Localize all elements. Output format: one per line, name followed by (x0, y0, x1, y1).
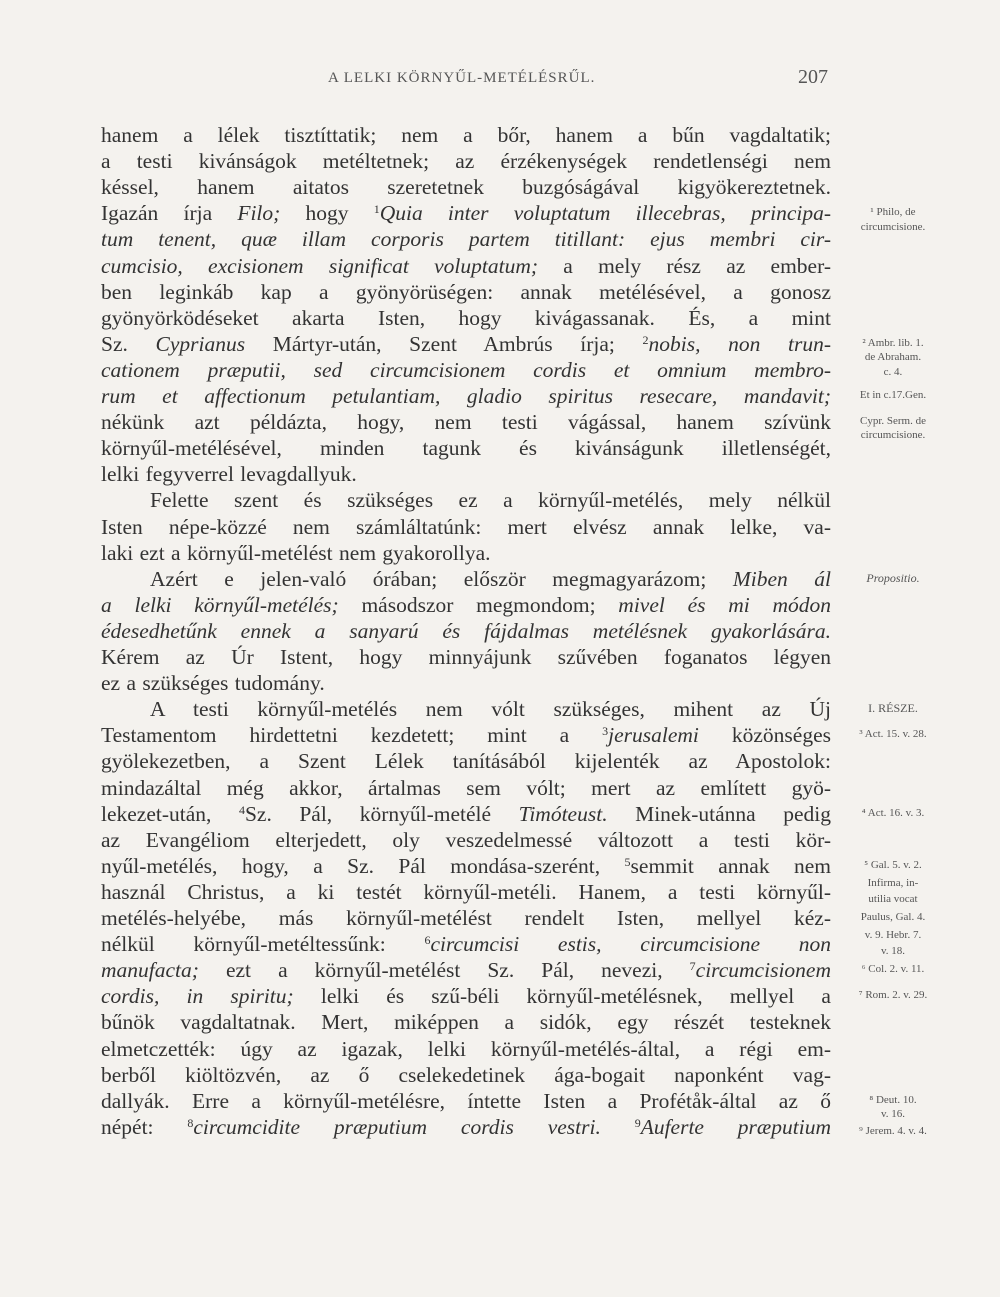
text-segment: Igazán írja (101, 201, 238, 226)
italic-text: jerusalemi (608, 723, 699, 748)
text-segment: hanem a lélek tisztíttatik; nem a bőr, hanem a bűn vagdaltatik; (101, 123, 831, 147)
text-segment: nyűl-metélés, hogy, a Sz. Pál mondása-szerént, (101, 853, 625, 878)
text-line (150, 566, 831, 592)
margin-note-text: Infirma, in- (867, 877, 919, 890)
margin-note-text: ⁴ Act. 16. v. 3. (861, 806, 925, 819)
text-segment: Felette szent és szükséges ez a környűl-metélés, mely nélkül (150, 488, 831, 513)
text-segment: a mely rész az ember- (538, 253, 831, 278)
text-segment: ben leginkáb kap a gyönyörüségen: annak metélésével, a gonosz (101, 279, 831, 304)
margin-note (838, 366, 948, 379)
text-segment: nélkül környűl-metéltessűnk: (101, 932, 425, 957)
page-number: 207 (798, 66, 828, 88)
margin-note (838, 963, 948, 976)
text-segment: lekezet-után, (101, 801, 239, 826)
margin-note-text: Propositio. (866, 570, 920, 585)
text-line (101, 279, 831, 305)
text-line (101, 801, 831, 827)
margin-note-text: circumcisione. (860, 429, 926, 442)
italic-text: Filo; (237, 201, 281, 226)
text-line (101, 514, 831, 540)
italic-text: Quia inter voluptatum illecebras, principa- (379, 201, 832, 226)
margin-note-text: Cypr. Serm. de (860, 415, 926, 428)
italic-text: cationem præputii, sed circumcisionem cordis et omnium membro- (101, 357, 831, 382)
text-line (101, 305, 831, 331)
text-segment: metélés-helyébe, más környűl-metélést rendelt Isten, mellyel kéz- (101, 906, 831, 930)
text-segment: lelki fegyverrel levagdallyuk. (101, 462, 357, 487)
margin-note (838, 429, 948, 442)
italic-text: cordis, in spiritu; (101, 984, 294, 1009)
text-line (101, 983, 831, 1009)
margin-note-text: ³ Act. 15. v. 28. (859, 728, 927, 741)
text-segment: Kérem az Úr Istent, hogy minnyájunk szűvében foganatos légyen (101, 645, 831, 669)
italic-text: Auferte præputium (640, 1114, 831, 1139)
text-segment: gyölekezetben, a Szent Lélek tanításából kijelenték az Apostolok: (101, 749, 831, 774)
text-segment: Mártyr-után, Szent Ambrús írja; (245, 331, 643, 356)
footnote-marker: 6 (424, 933, 431, 948)
text-segment: közönséges (698, 723, 831, 748)
margin-note-text: Paulus, Gal. 4. (860, 911, 926, 923)
margin-note (838, 929, 948, 942)
margin-note-text: v. 18. (880, 944, 906, 957)
text-segment: másodszor megmondom; (338, 592, 619, 617)
text-segment: használ Christus, a ki testét környűl-metéli. Hanem, a testi környűl- (101, 879, 831, 904)
margin-note (838, 337, 948, 350)
margin-note-text: ¹ Philo, de (870, 206, 916, 219)
italic-text: mivel és mi módon (618, 592, 831, 617)
text-segment: gyönyörködéseket akarta Isten, hogy kivágassanak. És, a mint (101, 305, 831, 330)
margin-note (838, 989, 948, 1002)
text-segment: ez a szükséges tudomány. (101, 671, 325, 696)
text-segment: környűl-metélésével, minden tagunk és kivánságunk illetlenségét, (101, 436, 831, 461)
margin-note (838, 945, 948, 958)
text-segment: népét: (101, 1114, 188, 1139)
text-line (101, 618, 831, 644)
text-segment: Minek-utánna pedig (607, 801, 831, 826)
text-line (101, 592, 831, 618)
margin-note (838, 351, 948, 364)
footnote-marker: 4 (238, 802, 245, 817)
text-segment: nékünk azt példázta, hogy, nem testi vágással, hanem szívünk (101, 410, 831, 435)
italic-text: circumcidite præputium cordis vestri. (193, 1114, 601, 1139)
margin-note (838, 877, 948, 890)
margin-note-text: Et in c.17.Gen. (859, 389, 927, 401)
italic-text: cumcisio, excisionem significat voluptatum; (101, 253, 539, 278)
text-line (101, 748, 831, 774)
text-segment: hogy (280, 201, 374, 226)
text-line (101, 905, 831, 931)
italic-text: circumcisi estis, circumcisione non (430, 932, 831, 957)
margin-note (838, 893, 948, 906)
margin-note (838, 221, 948, 234)
footnote-marker: 2 (642, 332, 649, 347)
margin-note-text: ⁸ Deut. 10. (869, 1093, 917, 1106)
text-segment: Sz. (101, 331, 156, 356)
margin-note (838, 415, 948, 428)
text-segment: bűnök vagdaltatnak. Mert, miképpen a sidók, egy részét testeknek (101, 1010, 831, 1035)
text-line (101, 200, 831, 226)
margin-note-text: ⁷ Rom. 2. v. 29. (858, 989, 928, 1002)
text-segment: A testi környűl-metélés nem vólt szükséges, mihent az Új (150, 697, 831, 722)
margin-note-text: de Abraham. (864, 351, 922, 364)
margin-note-text: ⁶ Col. 2. v. 11. (861, 963, 925, 976)
italic-text: circumcisionem (695, 958, 831, 983)
margin-note-text: v. 16. (880, 1108, 906, 1121)
margin-note-text: ² Ambr. lib. 1. (862, 336, 924, 349)
text-line (101, 1114, 831, 1140)
italic-text: rum et affectionum petulantiam, gladio spiritus resecare, mandavit; (101, 384, 831, 408)
margin-note (838, 1094, 948, 1107)
italic-text: manufacta; (101, 958, 199, 983)
text-line (101, 931, 831, 957)
text-segment: a testi kivánságok metéltetnek; az érzékenységek rendetlenségi nem (101, 149, 831, 174)
text-line (101, 644, 831, 670)
text-line (101, 853, 831, 879)
margin-note-text: utilia vocat (868, 892, 918, 905)
text-segment: ezt a környűl-metélést Sz. Pál, nevezi, (198, 958, 690, 983)
italic-text: édesedhetűnk ennek a sanyarú és fájdalmas metélésnek gyakorlására. (101, 618, 831, 643)
margin-note (838, 859, 948, 872)
text-line (101, 540, 831, 566)
text-segment: Azért e jelen-való órában; először megmagyarázom; (150, 566, 733, 591)
italic-text: nobis, non trun- (648, 331, 831, 356)
margin-note (838, 1125, 948, 1138)
margin-note-text: c. 4. (883, 365, 903, 378)
text-segment: elmetczették: úgy az igazak, lelki környűl-metélés-által, a régi em- (101, 1036, 831, 1061)
text-line (101, 1036, 831, 1062)
text-line (101, 357, 831, 383)
margin-note-text: circumcisione. (860, 220, 926, 233)
text-line (101, 148, 831, 174)
text-line (101, 435, 831, 461)
text-line (101, 122, 831, 148)
text-line (101, 879, 831, 905)
text-segment: Testamentom hirdettetni kezdetett; mint a (101, 723, 603, 748)
text-segment: laki ezt a környűl-metélést nem gyakorollya. (101, 540, 491, 565)
text-line (101, 957, 831, 983)
italic-text: Timóteust. (518, 801, 608, 826)
italic-text: Cyprianus (155, 331, 246, 356)
margin-note (838, 807, 948, 820)
italic-text: Miben ál (732, 566, 831, 591)
margin-note (838, 911, 948, 924)
margin-note-text: I. RÉSZE. (868, 701, 918, 716)
text-line (101, 1062, 831, 1088)
italic-text: tum tenent, quæ illam corporis partem titillant: ejus membri cir- (101, 227, 831, 252)
footnote-marker: 3 (602, 724, 609, 739)
text-line (101, 722, 831, 748)
text-line (101, 383, 831, 409)
text-line (101, 331, 831, 357)
text-segment: lelki és szű-béli környűl-metélésnek, mellyel a (293, 984, 831, 1009)
margin-note (838, 389, 948, 402)
text-line (101, 174, 831, 200)
text-line (150, 487, 831, 513)
text-line (101, 1009, 831, 1035)
header-title: A LELKI KÖRNYŰL-METÉLÉSRŰL. (328, 70, 596, 86)
text-line (101, 670, 831, 696)
margin-note (838, 728, 948, 741)
text-line (101, 461, 831, 487)
footnote-marker: 1 (373, 202, 380, 217)
text-line (101, 409, 831, 435)
margin-section-label (838, 572, 948, 585)
footnote-marker: 5 (624, 854, 631, 869)
margin-note-text: ⁵ Gal. 5. v. 2. (864, 858, 922, 871)
text-line (150, 696, 831, 722)
italic-text: a lelki környűl-metélés; (101, 592, 339, 617)
margin-note (838, 206, 948, 219)
text-segment: mindazáltal még akkor, ártalmas sem vólt; mert az említett gyö- (101, 775, 831, 800)
margin-note-text: ⁹ Jerem. 4. v. 4. (859, 1125, 927, 1138)
text-line (101, 827, 831, 853)
text-line (101, 1088, 831, 1114)
text-line (101, 775, 831, 801)
margin-note (838, 1108, 948, 1121)
text-segment: késsel, hanem aitatos szeretetnek buzgóságával kigyökereztetnek. (101, 175, 831, 200)
text-segment: Isten népe-közzé nem számláltatúnk: mert elvész annak lelke, va- (101, 514, 831, 539)
text-segment: az Evangéliom elterjedett, oly veszedelmessé változott a testi kör- (101, 827, 831, 852)
text-segment: berből kiöltözvén, az ő cselekedetinek ága-bogait naponként vag- (101, 1062, 831, 1087)
text-segment (601, 1115, 635, 1139)
text-segment: Sz. Pál, környűl-metélé (244, 801, 519, 826)
text-line (101, 226, 831, 252)
text-segment: semmit annak nem (630, 853, 832, 878)
text-segment: dallyák. Erre a környűl-metélésre, íntette Isten a Profétåk-által az ő (101, 1088, 831, 1113)
footnote-marker: 7 (689, 959, 696, 974)
margin-section-label (838, 702, 948, 715)
text-line (101, 253, 831, 279)
footnote-marker: 9 (634, 1115, 641, 1130)
footnote-marker: 8 (187, 1115, 194, 1130)
margin-note-text: v. 9. Hebr. 7. (864, 929, 922, 942)
